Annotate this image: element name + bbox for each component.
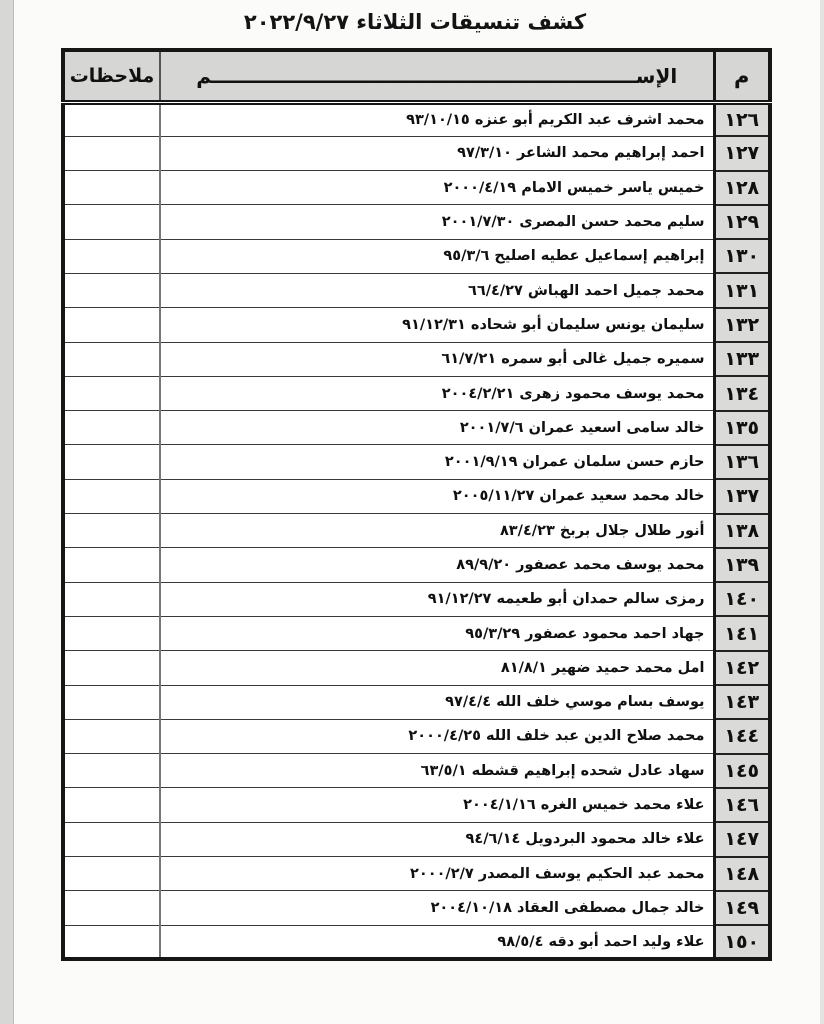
row-number: ١٢٨ (714, 171, 770, 205)
row-note (63, 891, 160, 925)
row-number: ١٢٩ (714, 205, 770, 239)
row-note (63, 685, 160, 719)
row-note (63, 171, 160, 205)
row-name: محمد جميل احمد الهباش ٦٦/٤/٢٧ (160, 273, 714, 307)
table-row (63, 822, 770, 856)
table-row (63, 582, 770, 616)
row-number: ١٤٣ (714, 685, 770, 719)
row-number: ١٣٩ (714, 548, 770, 582)
table-row (63, 205, 770, 239)
table-row (63, 857, 770, 891)
row-name: امل محمد حميد ضهير ٨١/٨/١ (160, 651, 714, 685)
scan-edge-right (820, 0, 824, 1024)
row-note (63, 582, 160, 616)
table-row (63, 308, 770, 342)
row-name: محمد يوسف محمود زهرى ٢٠٠٤/٢/٢١ (160, 376, 714, 410)
row-name: رمزى سالم حمدان أبو طعيمه ٩١/١٢/٢٧ (160, 582, 714, 616)
row-number: ١٣٢ (714, 308, 770, 342)
table-row (63, 685, 770, 719)
table-row (63, 239, 770, 273)
row-note (63, 788, 160, 822)
row-number: ١٢٧ (714, 136, 770, 170)
row-number: ١٤٨ (714, 857, 770, 891)
row-note (63, 342, 160, 376)
row-note (63, 273, 160, 307)
row-number: ١٤٥ (714, 754, 770, 788)
row-number: ١٣٠ (714, 239, 770, 273)
row-number: ١٢٦ (714, 102, 770, 136)
row-number: ١٣٣ (714, 342, 770, 376)
header-name: الإســــــــــــــــــــــــــــــــــــــــــــــــــــــــــــــم (160, 50, 714, 102)
table-row (63, 411, 770, 445)
row-note (63, 479, 160, 513)
table-row (63, 719, 770, 753)
row-note (63, 205, 160, 239)
row-note (63, 822, 160, 856)
scan-edge-left (0, 0, 14, 1024)
table-row (63, 548, 770, 582)
row-number: ١٤٠ (714, 582, 770, 616)
row-note (63, 102, 160, 136)
row-name: احمد إبراهيم محمد الشاعر ٩٧/٣/١٠ (160, 136, 714, 170)
coordination-list-table (61, 48, 772, 961)
table-body (63, 102, 770, 959)
row-name: أنور طلال جلال بربخ ٨٣/٤/٢٣ (160, 514, 714, 548)
row-note (63, 239, 160, 273)
row-note (63, 136, 160, 170)
row-number: ١٣٥ (714, 411, 770, 445)
table-row (63, 102, 770, 136)
table-row (63, 616, 770, 650)
row-number: ١٤٦ (714, 788, 770, 822)
row-note (63, 925, 160, 959)
row-number: ١٤٧ (714, 822, 770, 856)
header-number: م (714, 50, 770, 102)
row-name: خميس ياسر خميس الامام ٢٠٠٠/٤/١٩ (160, 171, 714, 205)
table-row (63, 788, 770, 822)
row-note (63, 754, 160, 788)
row-number: ١٤٩ (714, 891, 770, 925)
table-row (63, 342, 770, 376)
table-header (63, 50, 770, 102)
row-note (63, 719, 160, 753)
row-name: علاء خالد محمود البردويل ٩٤/٦/١٤ (160, 822, 714, 856)
row-name: إبراهيم إسماعيل عطيه اصليح ٩٥/٣/٦ (160, 239, 714, 273)
row-note (63, 376, 160, 410)
table-row (63, 136, 770, 170)
row-name: سليمان يونس سليمان أبو شحاده ٩١/١٢/٣١ (160, 308, 714, 342)
table-row (63, 651, 770, 685)
header-row (63, 50, 770, 102)
table-row (63, 445, 770, 479)
row-name: سميره جميل غالى أبو سمره ٦١/٧/٢١ (160, 342, 714, 376)
table-row (63, 754, 770, 788)
row-name: جهاد احمد محمود عصفور ٩٥/٣/٢٩ (160, 616, 714, 650)
row-name: محمد صلاح الدين عبد خلف الله ٢٠٠٠/٤/٢٥ (160, 719, 714, 753)
row-number: ١٣٧ (714, 479, 770, 513)
row-name: خالد محمد سعيد عمران ٢٠٠٥/١١/٢٧ (160, 479, 714, 513)
row-name: علاء محمد خميس الغره ٢٠٠٤/١/١٦ (160, 788, 714, 822)
row-number: ١٥٠ (714, 925, 770, 959)
table-row (63, 925, 770, 959)
row-note (63, 616, 160, 650)
row-number: ١٣٤ (714, 376, 770, 410)
row-note (63, 548, 160, 582)
row-number: ١٣٨ (714, 514, 770, 548)
table-row (63, 376, 770, 410)
row-note (63, 411, 160, 445)
row-name: حازم حسن سلمان عمران ٢٠٠١/٩/١٩ (160, 445, 714, 479)
row-name: خالد سامى اسعيد عمران ٢٠٠١/٧/٦ (160, 411, 714, 445)
row-number: ١٤٤ (714, 719, 770, 753)
row-note (63, 857, 160, 891)
table-row (63, 171, 770, 205)
row-note (63, 308, 160, 342)
table-row (63, 479, 770, 513)
row-number: ١٣٦ (714, 445, 770, 479)
row-note (63, 445, 160, 479)
row-name: سليم محمد حسن المصرى ٢٠٠١/٧/٣٠ (160, 205, 714, 239)
row-number: ١٣١ (714, 273, 770, 307)
table-row (63, 514, 770, 548)
document-title: كشف تنسيقات الثلاثاء ٢٠٢٢/٩/٢٧ (243, 10, 587, 34)
row-note (63, 651, 160, 685)
row-name: محمد يوسف محمد عصفور ٨٩/٩/٢٠ (160, 548, 714, 582)
row-name: خالد جمال مصطفى العقاد ٢٠٠٤/١٠/١٨ (160, 891, 714, 925)
row-number: ١٤٢ (714, 651, 770, 685)
row-number: ١٤١ (714, 616, 770, 650)
row-name: يوسف بسام موسي خلف الله ٩٧/٤/٤ (160, 685, 714, 719)
row-name: محمد عبد الحكيم يوسف المصدر ٢٠٠٠/٢/٧ (160, 857, 714, 891)
row-name: علاء وليد احمد أبو دقه ٩٨/٥/٤ (160, 925, 714, 959)
header-notes: ملاحظات (63, 50, 160, 102)
row-note (63, 514, 160, 548)
row-name: محمد اشرف عبد الكريم أبو عنزه ٩٣/١٠/١٥ (406, 112, 705, 129)
table-row (63, 891, 770, 925)
table-row (63, 273, 770, 307)
row-name: سهاد عادل شحده إبراهيم قشطه ٦٣/٥/١ (160, 754, 714, 788)
